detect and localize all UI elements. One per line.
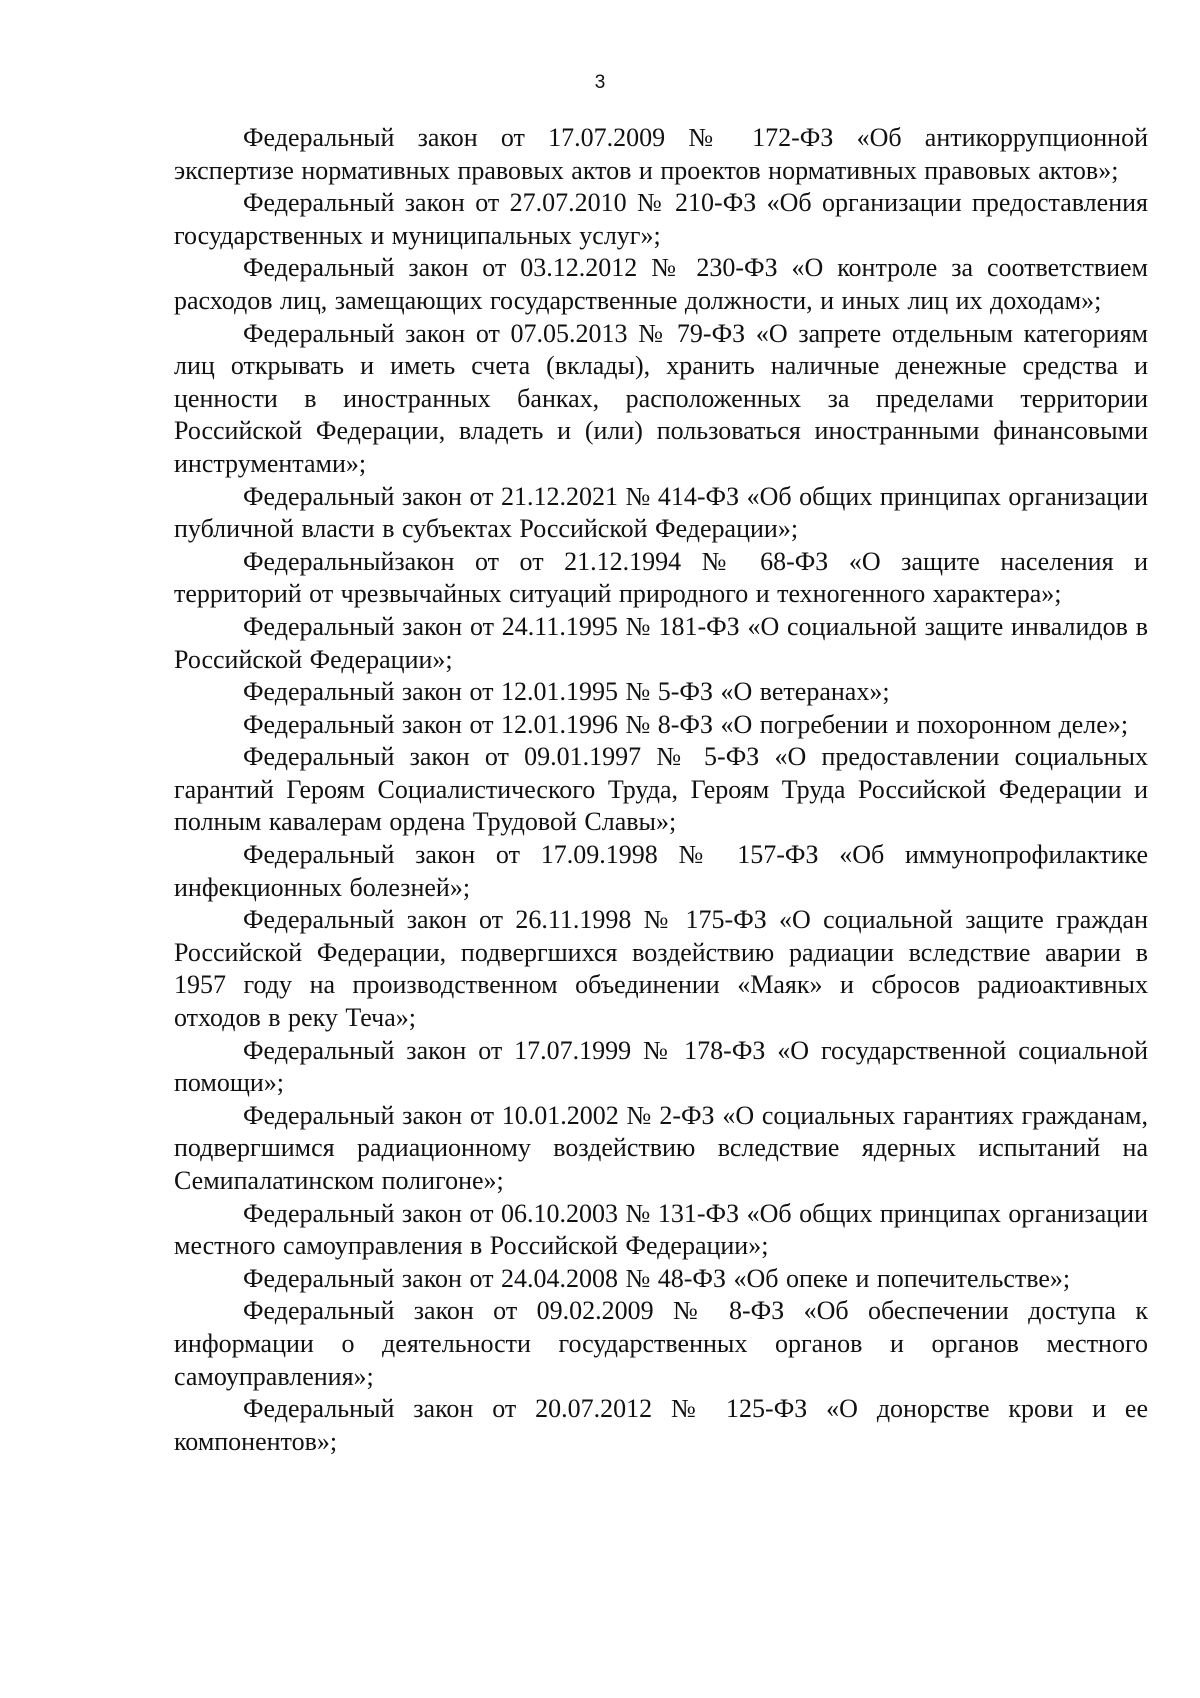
law-paragraph: Федеральный закон от 21.12.2021 № 414-ФЗ «Об общих принципах организации публичной власти в субъектах Российской Федерации»; (174, 481, 1148, 544)
law-paragraph: Федеральный закон от 12.01.1995 № 5-ФЗ «О ветеранах»; (243, 677, 890, 707)
law-paragraph: Федеральный закон от 24.11.1995 № 181-ФЗ «О социальной защите инвалидов в Российской Федерации»; (174, 611, 1148, 674)
law-paragraph: Федеральный закон от 09.01.1997 № 5-ФЗ «О предоставлении социальных гарантий Героям Социалистического Труда, Героям Труда Российской Федерации и полным кавалерам ордена Трудовой Славы»; (174, 742, 1148, 837)
page-number: 3 (594, 72, 606, 93)
law-paragraph: Федеральный закон от 20.07.2012 № 125-ФЗ «О донорстве крови и ее компонентов»; (174, 1394, 1148, 1456)
law-paragraph: Федеральный закон от 10.01.2002 № 2-ФЗ «О социальных гарантиях гражданам, подвергшимся радиационному воздействию вследствие ядерных испытаний на Семипалатинском полигоне»; (174, 1100, 1148, 1195)
law-paragraph: Федеральный закон от 07.05.2013 № 79-ФЗ «О запрете отдельным категориям лиц открывать и иметь счета (вклады), хранить наличные денежные средства и ценности в иностранных банках, расположенных за пределами территории Российской Федерации, владеть и (или) пользоваться иностранными финансовыми инструментами»; (174, 318, 1148, 478)
law-paragraph: Федеральный закон от 09.02.2009 № 8-ФЗ «Об обеспечении доступа к информации о деятельности государственных органов и органов местного самоуправления»; (174, 1296, 1148, 1391)
law-paragraph: Федеральный закон от 17.09.1998 № 157-ФЗ «Об иммунопрофилактике инфекционных болезней»; (174, 840, 1148, 902)
law-paragraph: Федеральныйзакон от от 21.12.1994 № 68-ФЗ «О защите населения и территорий от чрезвычайных ситуаций природного и техногенного характера»; (174, 546, 1148, 609)
law-paragraph: Федеральный закон от 24.04.2008 № 48-ФЗ «Об опеке и попечительстве»; (243, 1263, 1071, 1293)
law-paragraph: Федеральный закон от 17.07.1999 № 178-ФЗ «О государственной социальной помощи»; (174, 1035, 1148, 1098)
law-paragraph: Федеральный закон от 17.07.2009 № 172-ФЗ «Об антикоррупционной экспертизе нормативных правовых актов и проектов нормативных правовых актов»; (174, 123, 1148, 185)
document-body (174, 122, 1148, 1458)
law-paragraph: Федеральный закон от 06.10.2003 № 131-ФЗ «Об общих принципах организации местного самоуправления в Российской Федерации»; (174, 1198, 1148, 1261)
law-paragraph: Федеральный закон от 26.11.1998 № 175-ФЗ «О социальной защите граждан Российской Федерации, подвергшихся воздействию радиации вследствие аварии в 1957 году на производственном объединении «Маяк» и сбросов радиоактивных отходов в реку Теча»; (174, 905, 1148, 1033)
law-paragraph: Федеральный закон от 12.01.1996 № 8-ФЗ «О погребении и похоронном деле»; (243, 709, 1129, 739)
law-paragraph: Федеральный закон от 27.07.2010 № 210-ФЗ «Об организации предоставления государственных и муниципальных услуг»; (174, 188, 1148, 250)
law-paragraph: Федеральный закон от 03.12.2012 № 230-ФЗ «О контроле за соответствием расходов лиц, замещающих государственные должности, и иных лиц их доходам»; (174, 253, 1148, 315)
